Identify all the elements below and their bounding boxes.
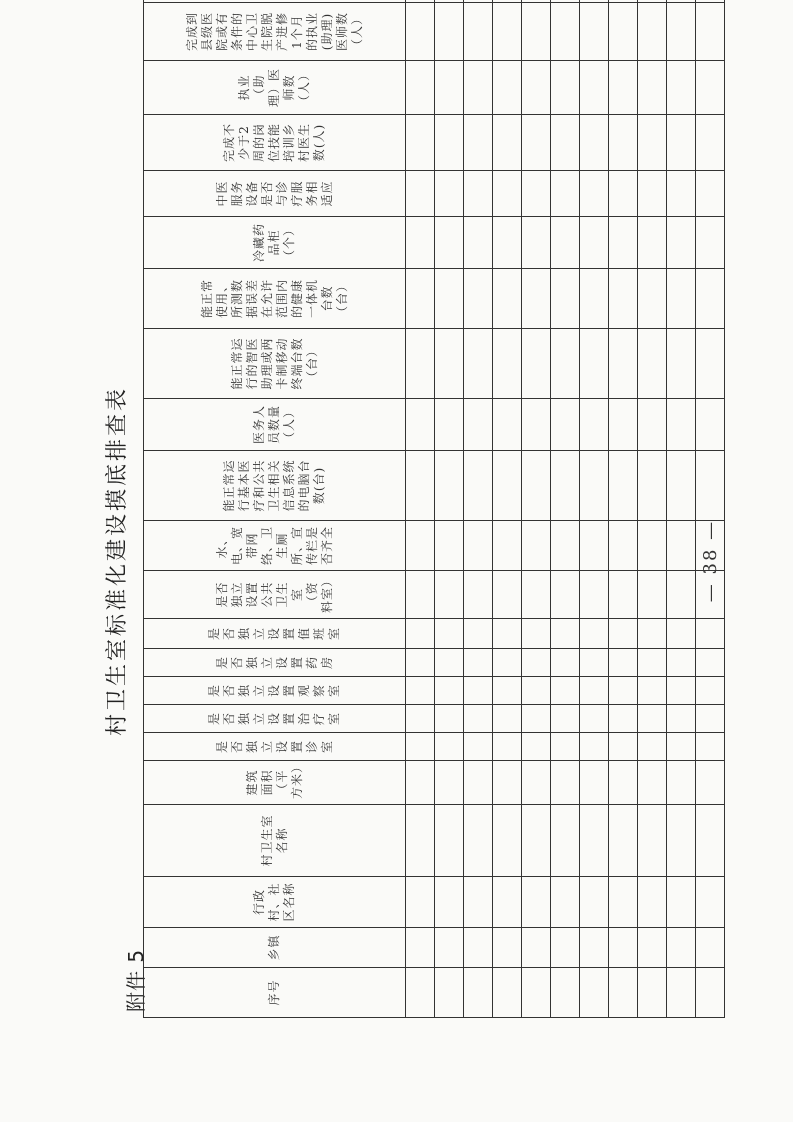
col-header-3: 行政村、社区名称 bbox=[144, 877, 406, 928]
table-cell[interactable] bbox=[551, 761, 580, 805]
table-cell[interactable] bbox=[406, 928, 435, 968]
table-cell[interactable] bbox=[435, 3, 464, 61]
table-cell[interactable] bbox=[667, 115, 696, 171]
table-cell[interactable] bbox=[406, 451, 435, 521]
table-cell[interactable] bbox=[667, 0, 696, 3]
table-cell[interactable] bbox=[638, 3, 667, 61]
col-header-1: 序号 bbox=[144, 968, 406, 1018]
table-cell[interactable] bbox=[638, 399, 667, 451]
col-header-16: 能正常使用、所测数据误差在允许范围内的健康一体机台数（台） bbox=[144, 269, 406, 329]
table-cell[interactable] bbox=[493, 61, 522, 115]
table-cell[interactable] bbox=[638, 0, 667, 3]
table-cell[interactable] bbox=[464, 619, 493, 649]
table-cell[interactable] bbox=[580, 217, 609, 269]
table-cell[interactable] bbox=[609, 928, 638, 968]
table-cell[interactable] bbox=[551, 0, 580, 3]
table-cell[interactable] bbox=[609, 968, 638, 1018]
table-cell[interactable] bbox=[464, 217, 493, 269]
table-cell[interactable] bbox=[522, 61, 551, 115]
table-cell[interactable] bbox=[493, 571, 522, 619]
table-cell[interactable] bbox=[464, 649, 493, 677]
table-cell[interactable] bbox=[435, 61, 464, 115]
table-cell[interactable] bbox=[493, 329, 522, 399]
table-cell[interactable] bbox=[638, 329, 667, 399]
table-cell[interactable] bbox=[580, 115, 609, 171]
col-header-7: 是否独立设置治疗室 bbox=[144, 705, 406, 733]
table-cell[interactable] bbox=[580, 968, 609, 1018]
table-cell[interactable] bbox=[464, 677, 493, 705]
col-header-12: 水、电、宽带网络、卫生厕所、宣传栏是否齐全 bbox=[144, 521, 406, 571]
col-header-19: 完成不少于2周的岗位技能培训乡村医生数(人) bbox=[144, 115, 406, 171]
table-cell[interactable] bbox=[464, 521, 493, 571]
table-cell[interactable] bbox=[638, 705, 667, 733]
col-header-14: 医务人员数量（人） bbox=[144, 399, 406, 451]
table-cell[interactable] bbox=[551, 61, 580, 115]
table-cell[interactable] bbox=[493, 877, 522, 928]
table-cell[interactable] bbox=[522, 115, 551, 171]
table-cell[interactable] bbox=[667, 649, 696, 677]
table-cell[interactable] bbox=[493, 399, 522, 451]
table-cell[interactable] bbox=[406, 269, 435, 329]
table-cell[interactable] bbox=[580, 61, 609, 115]
table-cell[interactable] bbox=[638, 571, 667, 619]
table-cell[interactable] bbox=[609, 677, 638, 705]
table-cell[interactable] bbox=[406, 3, 435, 61]
table-cell[interactable] bbox=[406, 329, 435, 399]
table-cell[interactable] bbox=[638, 521, 667, 571]
table-cell[interactable] bbox=[638, 451, 667, 521]
table-cell[interactable] bbox=[609, 705, 638, 733]
table-cell[interactable] bbox=[522, 677, 551, 705]
table-cell[interactable] bbox=[464, 761, 493, 805]
table-cell[interactable] bbox=[406, 399, 435, 451]
table-cell[interactable] bbox=[667, 399, 696, 451]
table-cell[interactable] bbox=[464, 877, 493, 928]
table-cell[interactable] bbox=[522, 3, 551, 61]
table-cell[interactable] bbox=[609, 521, 638, 571]
table-cell[interactable] bbox=[638, 217, 667, 269]
col-header-21: 完成到县级医院或有条件的中心卫生院脱产进修1个月的执业(助理)医师数（人） bbox=[144, 3, 406, 61]
annex-label: 附件 5 bbox=[124, 948, 148, 1012]
table-cell[interactable] bbox=[609, 0, 638, 3]
table-body bbox=[406, 0, 725, 1018]
table-cell[interactable] bbox=[638, 649, 667, 677]
table-cell[interactable] bbox=[464, 399, 493, 451]
table-cell[interactable] bbox=[609, 619, 638, 649]
table-cell[interactable] bbox=[580, 677, 609, 705]
table-cell[interactable] bbox=[522, 733, 551, 761]
table-cell[interactable] bbox=[667, 761, 696, 805]
table-cell[interactable] bbox=[464, 115, 493, 171]
table-cell[interactable] bbox=[435, 115, 464, 171]
table-cell[interactable] bbox=[551, 733, 580, 761]
table-cell[interactable] bbox=[609, 269, 638, 329]
table-cell[interactable] bbox=[609, 649, 638, 677]
table-row bbox=[638, 0, 667, 1018]
table-cell[interactable] bbox=[493, 521, 522, 571]
table-cell[interactable] bbox=[406, 705, 435, 733]
table-cell[interactable] bbox=[435, 0, 464, 3]
col-header-6: 是否独立设置诊室 bbox=[144, 733, 406, 761]
page-number: — 38 — bbox=[700, 519, 721, 603]
table-cell[interactable] bbox=[493, 451, 522, 521]
table-cell[interactable] bbox=[464, 733, 493, 761]
table-cell[interactable] bbox=[638, 619, 667, 649]
document-title: 村卫生室标准化建设摸底排查表 bbox=[105, 386, 130, 737]
table-cell[interactable] bbox=[522, 0, 551, 3]
col-header-13: 能正常运行基本医疗和公共卫生相关信息系统的电脑台数(台) bbox=[144, 451, 406, 521]
table-cell[interactable] bbox=[580, 733, 609, 761]
table-cell[interactable] bbox=[406, 733, 435, 761]
table-cell[interactable] bbox=[580, 269, 609, 329]
table-cell[interactable] bbox=[435, 521, 464, 571]
table-cell[interactable] bbox=[551, 619, 580, 649]
table-cell[interactable] bbox=[464, 329, 493, 399]
table-cell[interactable] bbox=[580, 619, 609, 649]
table-cell[interactable] bbox=[551, 705, 580, 733]
table-cell[interactable] bbox=[609, 805, 638, 877]
table-cell[interactable] bbox=[435, 329, 464, 399]
col-header-18: 中医服务设备是否与诊疗服务相适应 bbox=[144, 171, 406, 217]
table-cell[interactable] bbox=[551, 677, 580, 705]
table-cell[interactable] bbox=[406, 171, 435, 217]
table-cell[interactable] bbox=[435, 269, 464, 329]
table-cell[interactable] bbox=[435, 877, 464, 928]
table-cell[interactable] bbox=[580, 3, 609, 61]
table-cell[interactable] bbox=[493, 761, 522, 805]
table-cell[interactable] bbox=[464, 0, 493, 3]
table-cell[interactable] bbox=[522, 571, 551, 619]
table-cell[interactable] bbox=[435, 171, 464, 217]
table-cell[interactable] bbox=[580, 761, 609, 805]
table-cell[interactable] bbox=[667, 619, 696, 649]
table-cell[interactable] bbox=[638, 61, 667, 115]
table-cell[interactable] bbox=[435, 571, 464, 619]
table-cell[interactable] bbox=[638, 677, 667, 705]
table-cell[interactable] bbox=[551, 451, 580, 521]
table-cell[interactable] bbox=[493, 733, 522, 761]
table-cell[interactable] bbox=[493, 269, 522, 329]
table-cell[interactable] bbox=[580, 928, 609, 968]
table-cell[interactable] bbox=[551, 805, 580, 877]
table-cell[interactable] bbox=[609, 3, 638, 61]
table-cell[interactable] bbox=[580, 805, 609, 877]
table-cell[interactable] bbox=[522, 928, 551, 968]
table-cell[interactable] bbox=[609, 171, 638, 217]
table-cell[interactable] bbox=[435, 968, 464, 1018]
table-cell[interactable] bbox=[638, 171, 667, 217]
col-header-15: 能正常运行的智医助理或两卡制移动终端台数（台） bbox=[144, 329, 406, 399]
table-cell[interactable] bbox=[435, 733, 464, 761]
table-row bbox=[580, 0, 609, 1018]
table-cell[interactable] bbox=[464, 968, 493, 1018]
table-row bbox=[522, 0, 551, 1018]
table-cell[interactable] bbox=[522, 705, 551, 733]
table-cell[interactable] bbox=[638, 877, 667, 928]
table-cell[interactable] bbox=[406, 619, 435, 649]
table-cell[interactable] bbox=[406, 677, 435, 705]
table-cell[interactable] bbox=[522, 877, 551, 928]
table-cell[interactable] bbox=[435, 217, 464, 269]
table-cell[interactable] bbox=[406, 115, 435, 171]
table-cell[interactable] bbox=[493, 649, 522, 677]
table-cell[interactable] bbox=[667, 733, 696, 761]
table-row bbox=[464, 0, 493, 1018]
table-cell[interactable] bbox=[522, 619, 551, 649]
table-cell[interactable] bbox=[667, 928, 696, 968]
table-cell[interactable] bbox=[551, 329, 580, 399]
col-header-22 bbox=[144, 0, 406, 3]
table-row bbox=[667, 0, 696, 1018]
table-cell[interactable] bbox=[435, 649, 464, 677]
table-cell[interactable] bbox=[609, 877, 638, 928]
table-cell[interactable] bbox=[464, 705, 493, 733]
table-cell[interactable] bbox=[406, 0, 435, 3]
table-cell[interactable] bbox=[406, 521, 435, 571]
table-row bbox=[406, 0, 435, 1018]
table-cell[interactable] bbox=[551, 968, 580, 1018]
table-cell[interactable] bbox=[667, 269, 696, 329]
table-cell[interactable] bbox=[551, 217, 580, 269]
table-cell[interactable] bbox=[435, 619, 464, 649]
table-cell[interactable] bbox=[522, 649, 551, 677]
table-cell[interactable] bbox=[667, 329, 696, 399]
table-cell[interactable] bbox=[464, 805, 493, 877]
table-cell[interactable] bbox=[580, 571, 609, 619]
table-cell[interactable] bbox=[580, 0, 609, 3]
table-cell[interactable] bbox=[493, 705, 522, 733]
table-cell[interactable] bbox=[493, 0, 522, 3]
table-row bbox=[435, 0, 464, 1018]
table-cell[interactable] bbox=[522, 521, 551, 571]
table-cell[interactable] bbox=[522, 968, 551, 1018]
table-row bbox=[493, 0, 522, 1018]
table-cell[interactable] bbox=[493, 217, 522, 269]
table-cell[interactable] bbox=[406, 877, 435, 928]
table-cell[interactable] bbox=[406, 61, 435, 115]
table-cell[interactable] bbox=[493, 3, 522, 61]
table-cell[interactable] bbox=[580, 399, 609, 451]
table-cell[interactable] bbox=[667, 968, 696, 1018]
table-cell[interactable] bbox=[551, 269, 580, 329]
table-cell[interactable] bbox=[406, 649, 435, 677]
table-cell[interactable] bbox=[609, 217, 638, 269]
table-cell[interactable] bbox=[551, 115, 580, 171]
table-cell[interactable] bbox=[464, 269, 493, 329]
table-cell[interactable] bbox=[609, 761, 638, 805]
table-cell[interactable] bbox=[580, 329, 609, 399]
table-cell[interactable] bbox=[638, 928, 667, 968]
table-cell[interactable] bbox=[493, 928, 522, 968]
table-cell[interactable] bbox=[551, 3, 580, 61]
table-cell[interactable] bbox=[464, 451, 493, 521]
table-cell[interactable] bbox=[464, 571, 493, 619]
table-cell[interactable] bbox=[667, 677, 696, 705]
table-cell[interactable] bbox=[435, 399, 464, 451]
table-cell[interactable] bbox=[667, 705, 696, 733]
table-cell[interactable] bbox=[667, 61, 696, 115]
col-header-5: 建筑面积（平方米） bbox=[144, 761, 406, 805]
table-cell[interactable] bbox=[609, 571, 638, 619]
table-cell[interactable] bbox=[580, 171, 609, 217]
header-row bbox=[144, 0, 406, 1018]
table-cell[interactable] bbox=[638, 968, 667, 1018]
table-cell[interactable] bbox=[435, 805, 464, 877]
table-cell[interactable] bbox=[580, 451, 609, 521]
col-header-2: 乡镇 bbox=[144, 928, 406, 968]
table-cell[interactable] bbox=[493, 968, 522, 1018]
table-cell[interactable] bbox=[522, 217, 551, 269]
table-cell[interactable] bbox=[493, 677, 522, 705]
table-cell[interactable] bbox=[435, 928, 464, 968]
table-cell[interactable] bbox=[609, 399, 638, 451]
table-cell[interactable] bbox=[464, 928, 493, 968]
table-cell[interactable] bbox=[551, 171, 580, 217]
table-cell[interactable] bbox=[522, 399, 551, 451]
survey-table bbox=[143, 0, 725, 1018]
table-cell[interactable] bbox=[435, 705, 464, 733]
table-cell[interactable] bbox=[667, 805, 696, 877]
table-cell[interactable] bbox=[609, 733, 638, 761]
table-cell[interactable] bbox=[551, 877, 580, 928]
table-cell[interactable] bbox=[551, 571, 580, 619]
table-cell[interactable] bbox=[638, 761, 667, 805]
table-cell[interactable] bbox=[406, 805, 435, 877]
table-cell[interactable] bbox=[464, 3, 493, 61]
table-cell[interactable] bbox=[493, 115, 522, 171]
table-cell[interactable] bbox=[522, 269, 551, 329]
table-cell[interactable] bbox=[464, 61, 493, 115]
table-cell[interactable] bbox=[667, 877, 696, 928]
col-header-4: 村卫生室名称 bbox=[144, 805, 406, 877]
table-cell[interactable] bbox=[609, 115, 638, 171]
table-cell[interactable] bbox=[406, 968, 435, 1018]
table-cell[interactable] bbox=[638, 269, 667, 329]
table-cell[interactable] bbox=[522, 805, 551, 877]
table-cell[interactable] bbox=[464, 171, 493, 217]
table-cell[interactable] bbox=[551, 399, 580, 451]
table-cell[interactable] bbox=[493, 171, 522, 217]
table-cell[interactable] bbox=[609, 61, 638, 115]
col-header-11: 是否独立设置公共卫生室（资料室） bbox=[144, 571, 406, 619]
table-row bbox=[609, 0, 638, 1018]
table-cell[interactable] bbox=[580, 705, 609, 733]
table-cell[interactable] bbox=[667, 3, 696, 61]
table-cell[interactable] bbox=[493, 805, 522, 877]
table-cell[interactable] bbox=[406, 761, 435, 805]
table-cell[interactable] bbox=[667, 171, 696, 217]
table-cell[interactable] bbox=[551, 521, 580, 571]
col-header-10: 是否独立设置值班室 bbox=[144, 619, 406, 649]
table-cell[interactable] bbox=[435, 451, 464, 521]
table-cell[interactable] bbox=[406, 571, 435, 619]
table-cell[interactable] bbox=[522, 329, 551, 399]
table-cell[interactable] bbox=[667, 571, 696, 619]
table-cell[interactable] bbox=[522, 451, 551, 521]
col-header-17: 冷藏药品柜（个） bbox=[144, 217, 406, 269]
col-header-9: 是否独立设置药房 bbox=[144, 649, 406, 677]
table-cell[interactable] bbox=[638, 733, 667, 761]
table-cell[interactable] bbox=[609, 329, 638, 399]
table-cell[interactable] bbox=[522, 761, 551, 805]
table-cell[interactable] bbox=[667, 451, 696, 521]
col-header-20: 执业（助理）医师数（人） bbox=[144, 61, 406, 115]
table-cell[interactable] bbox=[551, 649, 580, 677]
table-cell[interactable] bbox=[580, 877, 609, 928]
table-cell[interactable] bbox=[522, 171, 551, 217]
col-header-8: 是否独立设置观察室 bbox=[144, 677, 406, 705]
table-cell[interactable] bbox=[580, 649, 609, 677]
table-cell[interactable] bbox=[435, 761, 464, 805]
table-cell[interactable] bbox=[551, 928, 580, 968]
table-cell[interactable] bbox=[638, 805, 667, 877]
table-cell[interactable] bbox=[406, 217, 435, 269]
table-row bbox=[551, 0, 580, 1018]
table-cell[interactable] bbox=[609, 451, 638, 521]
table-cell[interactable] bbox=[638, 115, 667, 171]
table-cell[interactable] bbox=[667, 521, 696, 571]
table-cell[interactable] bbox=[667, 217, 696, 269]
table-cell[interactable] bbox=[493, 619, 522, 649]
table-cell[interactable] bbox=[580, 521, 609, 571]
table-cell[interactable] bbox=[435, 677, 464, 705]
